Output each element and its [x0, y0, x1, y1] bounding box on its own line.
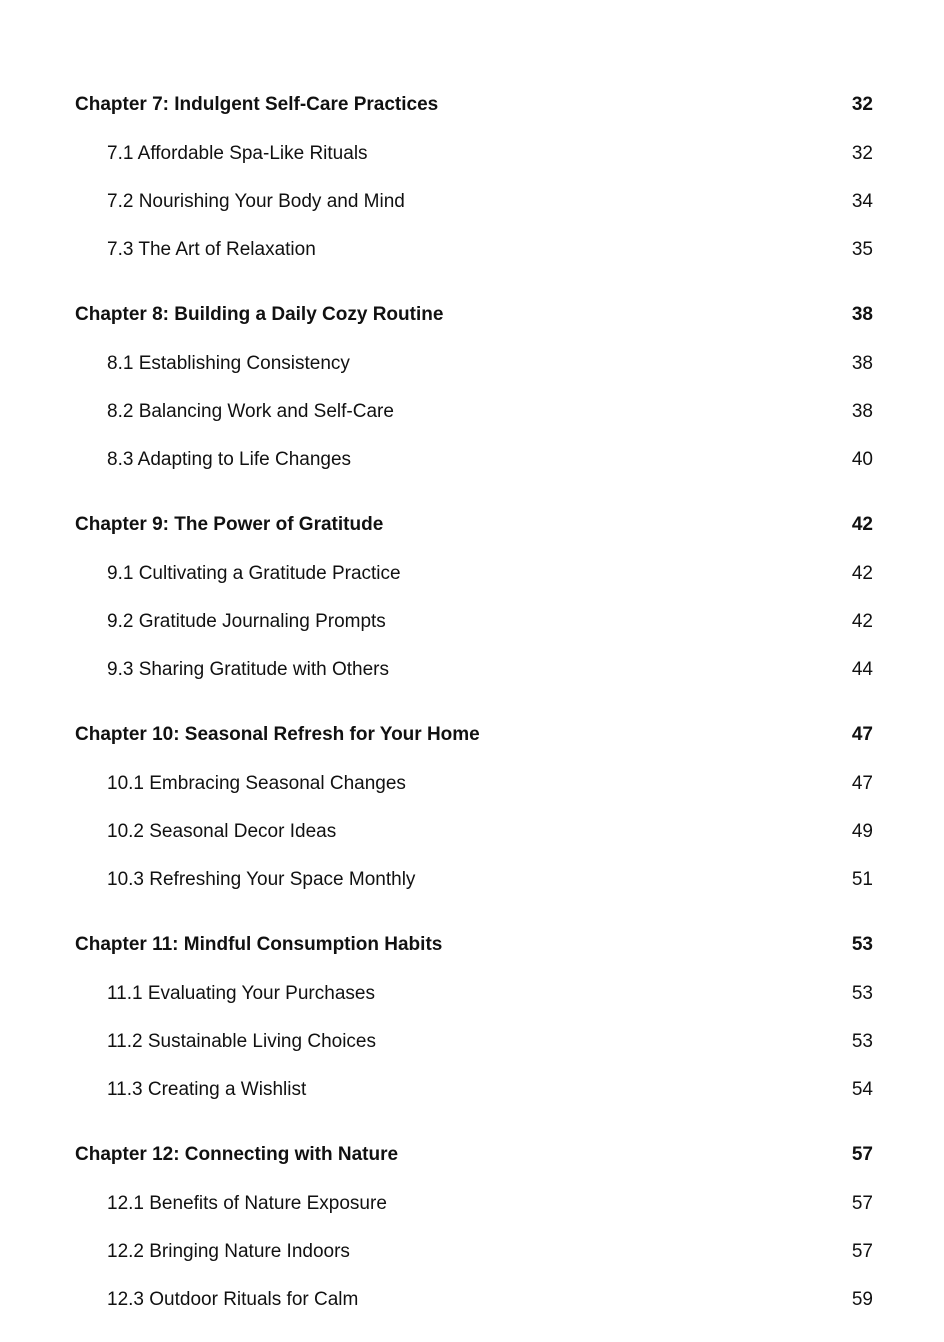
toc-chapter-7 [75, 80, 873, 274]
section-title: 8.1 Establishing Consistency [107, 353, 350, 374]
section-page-number: 49 [851, 821, 873, 842]
section-page-number: 44 [851, 659, 873, 680]
section-entry[interactable] [75, 970, 873, 1018]
toc-chapter-11 [75, 920, 873, 1114]
toc-chapter-12 [75, 1130, 873, 1324]
chapter-page-number: 32 [851, 94, 873, 115]
section-entry[interactable] [75, 178, 873, 226]
section-page-number: 57 [851, 1193, 873, 1214]
section-entry[interactable] [75, 1228, 873, 1276]
section-entry[interactable] [75, 340, 873, 388]
chapter-title: Chapter 9: The Power of Gratitude [75, 514, 384, 535]
section-title: 12.2 Bringing Nature Indoors [107, 1241, 350, 1262]
section-page-number: 35 [851, 239, 873, 260]
section-entry[interactable] [75, 130, 873, 178]
section-page-number: 34 [851, 191, 873, 212]
chapter-title: Chapter 12: Connecting with Nature [75, 1144, 399, 1165]
chapter-entry[interactable] [75, 500, 873, 550]
section-entry[interactable] [75, 760, 873, 808]
toc-chapter-10 [75, 710, 873, 904]
chapter-page-number: 47 [851, 724, 873, 745]
section-entry[interactable] [75, 646, 873, 694]
section-title: 12.1 Benefits of Nature Exposure [107, 1193, 387, 1214]
section-entry[interactable] [75, 856, 873, 904]
chapter-page-number: 53 [851, 934, 873, 955]
chapter-entry[interactable] [75, 710, 873, 760]
section-entry[interactable] [75, 550, 873, 598]
section-page-number: 42 [851, 611, 873, 632]
section-page-number: 53 [851, 983, 873, 1004]
section-entry[interactable] [75, 388, 873, 436]
chapter-entry[interactable] [75, 920, 873, 970]
chapter-entry[interactable] [75, 290, 873, 340]
chapter-title: Chapter 7: Indulgent Self-Care Practices [75, 94, 439, 115]
section-title: 7.1 Affordable Spa-Like Rituals [107, 143, 368, 164]
section-entry[interactable] [75, 808, 873, 856]
chapter-title: Chapter 8: Building a Daily Cozy Routine [75, 304, 444, 325]
chapter-entry[interactable] [75, 1130, 873, 1180]
section-title: 8.2 Balancing Work and Self-Care [107, 401, 394, 422]
section-title: 11.2 Sustainable Living Choices [107, 1031, 376, 1052]
section-title: 9.1 Cultivating a Gratitude Practice [107, 563, 401, 584]
section-title: 10.1 Embracing Seasonal Changes [107, 773, 406, 794]
section-page-number: 51 [851, 869, 873, 890]
section-page-number: 59 [851, 1289, 873, 1310]
section-page-number: 42 [851, 563, 873, 584]
section-page-number: 38 [851, 401, 873, 422]
chapter-title: Chapter 10: Seasonal Refresh for Your Home [75, 724, 480, 745]
section-page-number: 32 [851, 143, 873, 164]
table-of-contents [75, 80, 873, 1340]
section-title: 10.3 Refreshing Your Space Monthly [107, 869, 416, 890]
section-title: 8.3 Adapting to Life Changes [107, 449, 352, 470]
section-title: 11.3 Creating a Wishlist [107, 1079, 307, 1100]
section-page-number: 47 [851, 773, 873, 794]
toc-chapter-8 [75, 290, 873, 484]
section-title: 7.3 The Art of Relaxation [107, 239, 316, 260]
section-page-number: 40 [851, 449, 873, 470]
section-entry[interactable] [75, 436, 873, 484]
section-title: 9.2 Gratitude Journaling Prompts [107, 611, 386, 632]
chapter-page-number: 42 [851, 514, 873, 535]
section-page-number: 54 [851, 1079, 873, 1100]
section-title: 11.1 Evaluating Your Purchases [107, 983, 375, 1004]
section-entry[interactable] [75, 1018, 873, 1066]
section-title: 9.3 Sharing Gratitude with Others [107, 659, 389, 680]
section-title: 7.2 Nourishing Your Body and Mind [107, 191, 405, 212]
section-entry[interactable] [75, 1180, 873, 1228]
section-title: 10.2 Seasonal Decor Ideas [107, 821, 337, 842]
section-entry[interactable] [75, 598, 873, 646]
section-page-number: 38 [851, 353, 873, 374]
toc-chapter-9 [75, 500, 873, 694]
section-entry[interactable] [75, 1066, 873, 1114]
chapter-entry[interactable] [75, 80, 873, 130]
chapter-page-number: 57 [851, 1144, 873, 1165]
section-entry[interactable] [75, 226, 873, 274]
section-page-number: 53 [851, 1031, 873, 1052]
chapter-page-number: 38 [851, 304, 873, 325]
section-page-number: 57 [851, 1241, 873, 1262]
section-title: 12.3 Outdoor Rituals for Calm [107, 1289, 359, 1310]
section-entry[interactable] [75, 1276, 873, 1324]
chapter-title: Chapter 11: Mindful Consumption Habits [75, 934, 443, 955]
